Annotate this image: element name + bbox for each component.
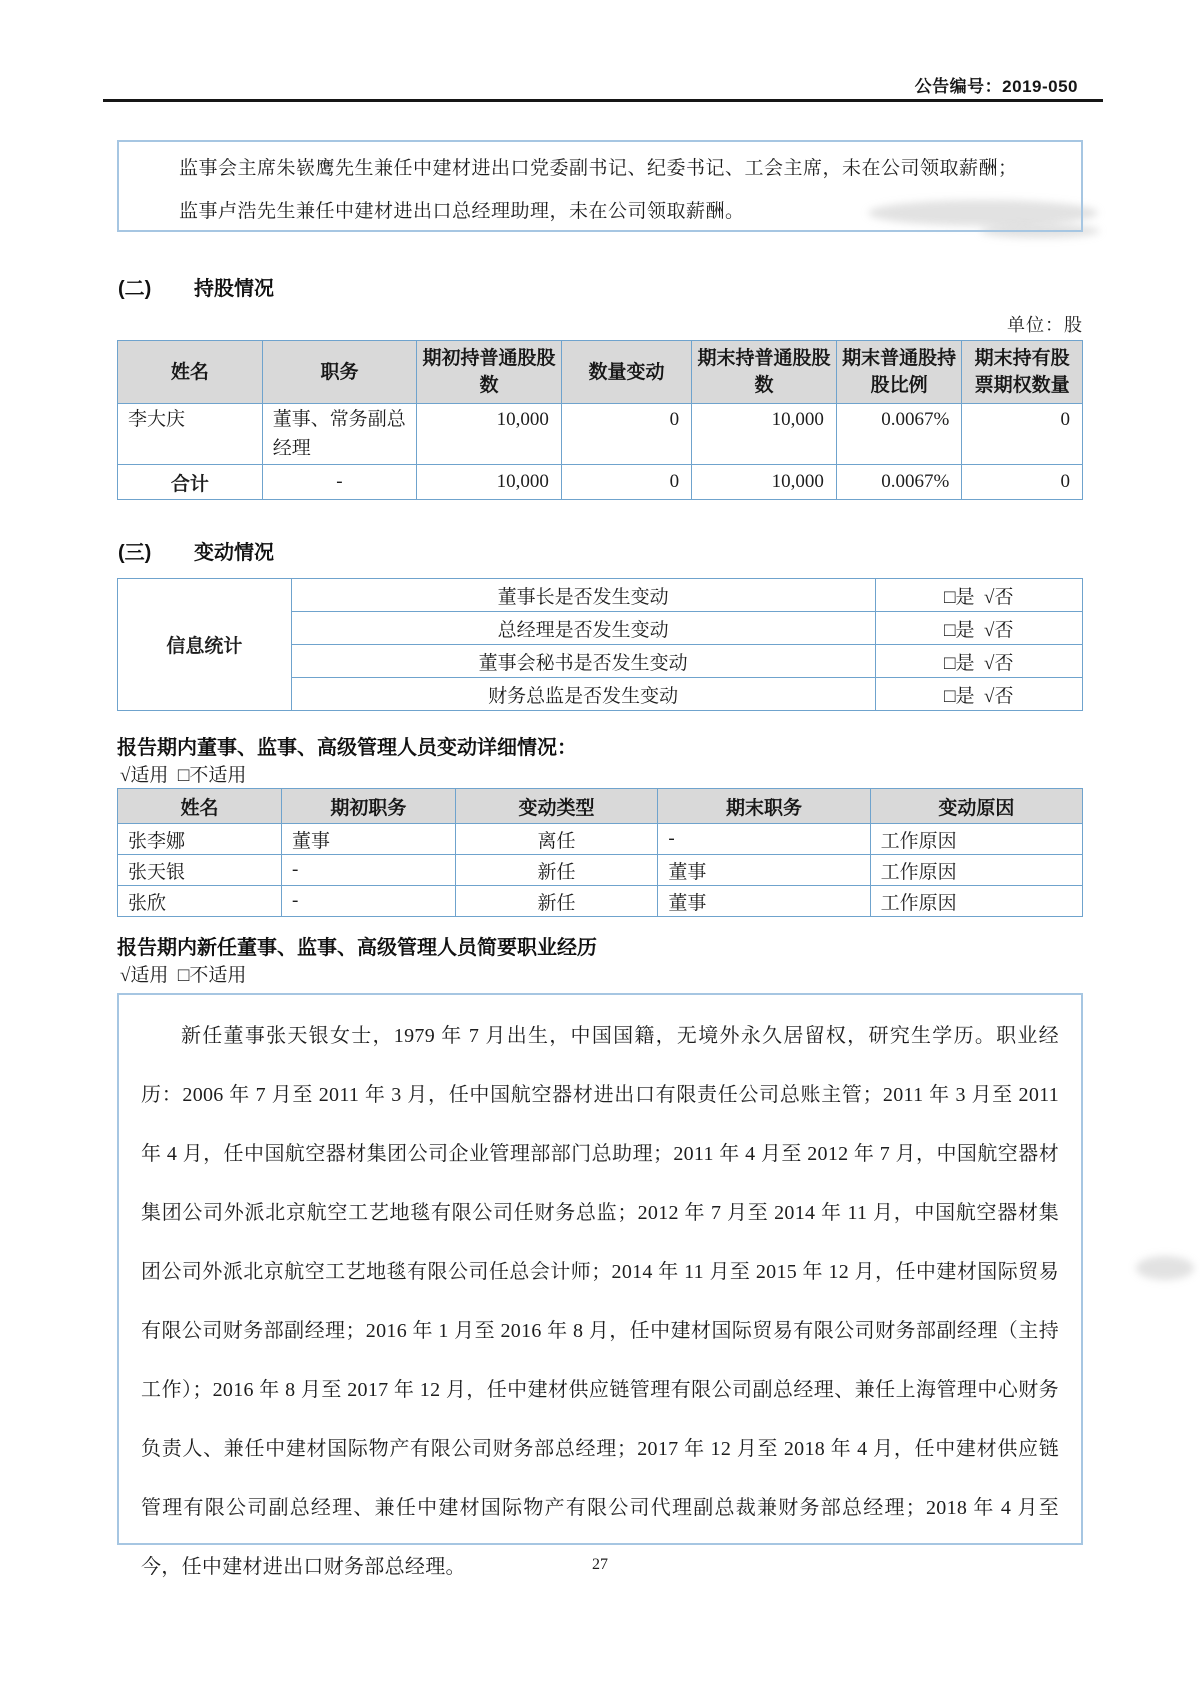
col-header-end-shares: 期末持普通股股数	[692, 341, 837, 404]
section-number: (三)	[118, 542, 152, 564]
cell-reason: 工作原因	[870, 855, 1082, 886]
cell-ratio: 0.0067%	[836, 465, 961, 500]
section-heading-changes	[118, 536, 274, 565]
cell-change-type: 新任	[455, 886, 658, 917]
col-header-change: 数量变动	[561, 341, 691, 404]
cell-end-position: 董事	[658, 855, 870, 886]
cell-position: 董事、常务副总经理	[262, 404, 416, 465]
cell-options: 0	[962, 404, 1083, 465]
cell-options: 0	[962, 465, 1083, 500]
supervisor-remuneration-note-box	[117, 140, 1083, 232]
col-header-name: 姓名	[118, 341, 263, 404]
question-cfo-change: 财务总监是否发生变动	[291, 678, 875, 711]
change-stats-table	[117, 578, 1083, 711]
table-header-row	[118, 341, 1083, 404]
cell-end-shares: 10,000	[692, 465, 837, 500]
cell-begin-position: -	[282, 886, 456, 917]
scan-smudge	[1136, 1256, 1194, 1280]
col-header-begin-position: 期初职务	[282, 789, 456, 824]
table-row	[118, 824, 1083, 855]
cell-begin-shares: 10,000	[417, 404, 562, 465]
answer-checkbox-group: □是 √否	[875, 645, 1082, 678]
answer-checkbox-group: □是 √否	[875, 579, 1082, 612]
cell-change: 0	[561, 404, 691, 465]
detail-change-title: 报告期内董事、监事、高级管理人员变动详细情况：	[117, 737, 577, 759]
answer-checkbox-group: □是 √否	[875, 678, 1082, 711]
col-header-position: 职务	[262, 341, 416, 404]
page-number: 27	[592, 1556, 608, 1573]
detail-change-table	[117, 788, 1083, 917]
cell-change-type: 离任	[455, 824, 658, 855]
cell-position: -	[262, 465, 416, 500]
table-header-row	[118, 789, 1083, 824]
notice-line-2: 监事卢浩先生兼任中建材进出口总经理助理，未在公司领取薪酬。	[179, 201, 745, 222]
table-row	[118, 579, 1083, 612]
col-header-reason: 变动原因	[870, 789, 1082, 824]
cell-begin-position: 董事	[282, 824, 456, 855]
col-header-begin-shares: 期初持普通股股数	[417, 341, 562, 404]
cell-end-position: -	[658, 824, 870, 855]
section-number: (二)	[118, 278, 152, 300]
question-gm-change: 总经理是否发生变动	[291, 612, 875, 645]
cell-name: 张天银	[118, 855, 282, 886]
col-header-name: 姓名	[118, 789, 282, 824]
cell-name: 李大庆	[118, 404, 263, 465]
cell-total-label: 合计	[118, 465, 263, 500]
career-history-title: 报告期内新任董事、监事、高级管理人员简要职业经历	[117, 937, 597, 959]
cell-reason: 工作原因	[870, 824, 1082, 855]
cell-name: 张李娜	[118, 824, 282, 855]
cell-change-type: 新任	[455, 855, 658, 886]
shareholding-table	[117, 340, 1083, 500]
col-header-options: 期末持有股票期权数量	[962, 341, 1083, 404]
col-header-ratio: 期末普通股持股比例	[836, 341, 961, 404]
unit-note: 单位：股	[1007, 315, 1083, 335]
cell-reason: 工作原因	[870, 886, 1082, 917]
section-title: 持股情况	[194, 278, 274, 300]
detail-applicability: √适用 □不适用	[120, 765, 247, 786]
cell-ratio: 0.0067%	[836, 404, 961, 465]
cell-name: 张欣	[118, 886, 282, 917]
cell-change: 0	[561, 465, 691, 500]
cell-end-position: 董事	[658, 886, 870, 917]
cell-begin-position: -	[282, 855, 456, 886]
doc-number: 公告编号：2019-050	[914, 77, 1078, 96]
notice-line-1: 监事会主席朱嵚鹰先生兼任中建材进出口党委副书记、纪委书记、工会主席，未在公司领取薪酬；	[179, 158, 1018, 179]
table-row	[118, 886, 1083, 917]
table-row	[118, 404, 1083, 465]
answer-checkbox-group: □是 √否	[875, 612, 1082, 645]
header-rule	[103, 99, 1103, 102]
table-row	[118, 855, 1083, 886]
table-total-row	[118, 465, 1083, 500]
col-header-change-type: 变动类型	[455, 789, 658, 824]
stats-label-cell: 信息统计	[118, 579, 292, 711]
section-title: 变动情况	[194, 542, 274, 564]
question-chairman-change: 董事长是否发生变动	[291, 579, 875, 612]
col-header-end-position: 期末职务	[658, 789, 870, 824]
cell-begin-shares: 10,000	[417, 465, 562, 500]
career-paragraph: 新任董事张天银女士，1979 年 7 月出生，中国国籍，无境外永久居留权，研究生学历。职业经历：2006 年 7 月至 2011 年 3 月，任中国航空器材进出口有限责任公司总账主管；2011 年 3 月至 2011 年 4 月，任中国航空器材集团公司企业管理部部门总助理；2011 年 4 月至 2012 年 7 月，中国航空器材集团公司外派北京航空工艺地毯有限公司任财务总监；2012 年 7 月至 2014 年 11 月，中国航空器材集团公司外派北京航空工艺地毯有限公司任总会计师；2014 年 11 月至 2015 年 12 月，任中建材国际贸易有限公司财务部副经理；2016 年 1 月至 2016 年 8 月，任中建材国际贸易有限公司财务部副经理（主持工作）；2016 年 8 月至 2017 年 12 月，任中建材供应链管理有限公司副总经理、兼任上海管理中心财务负责人、兼任中建材国际物产有限公司财务部总经理；2017 年 12 月至 2018 年 4 月，任中建材供应链管理有限公司副总经理、兼任中建材国际物产有限公司代理副总裁兼财务部总经理；2018 年 4 月至今，任中建材进出口财务部总经理。	[141, 1025, 1059, 1578]
section-heading-shareholding	[118, 272, 274, 301]
cell-end-shares: 10,000	[692, 404, 837, 465]
question-secretary-change: 董事会秘书是否发生变动	[291, 645, 875, 678]
career-applicability: √适用 □不适用	[120, 965, 247, 986]
